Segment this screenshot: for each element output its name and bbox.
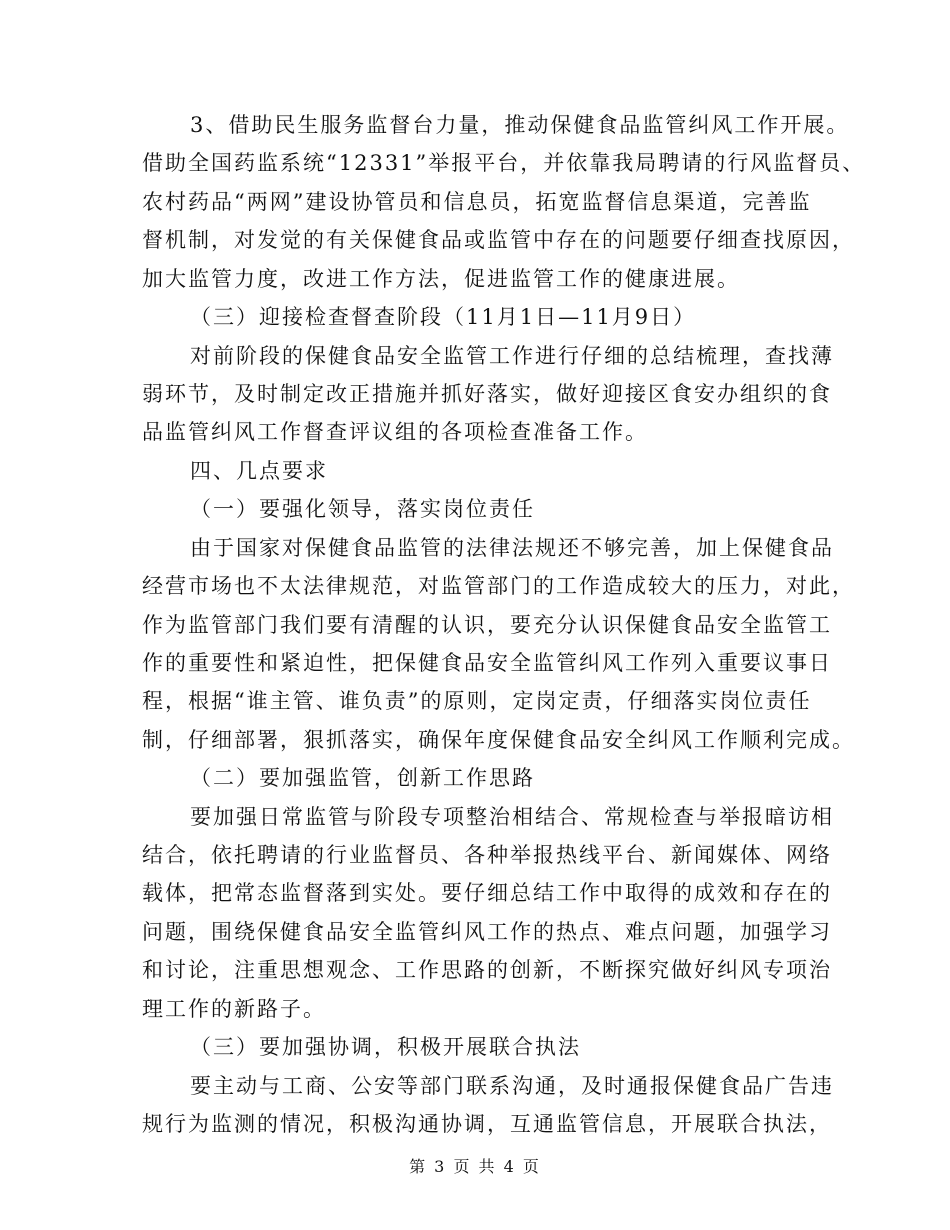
section-heading: （三）迎接检查督查阶段（11月1日—11月9日） <box>190 305 697 329</box>
paragraph-line: 经营市场也不太法律规范，对监管部门的工作造成较大的压力，对此， <box>142 574 855 598</box>
paragraph-line: 要加强日常监管与阶段专项整治相结合、常规检查与举报暗访相 <box>190 805 834 829</box>
section-heading: 四、几点要求 <box>190 459 328 483</box>
paragraph-line: 制，仔细部署，狠抓落实，确保年度保健食品安全纠风工作顺利完成。 <box>142 728 855 752</box>
paragraph-line: 作为监管部门我们要有清醒的认识，要充分认识保健食品安全监管工 <box>142 613 832 637</box>
page-footer: 第 3 页 共 4 页 <box>409 1157 541 1176</box>
paragraph-line: 问题，围绕保健食品安全监管纠风工作的热点、难点问题，加强学习 <box>142 920 832 944</box>
paragraph-line: 农村药品“两网”建设协管员和信息员，拓宽监督信息渠道，完善监 <box>142 190 812 214</box>
paragraph-line: 载体，把常态监督落到实处。要仔细总结工作中取得的成效和存在的 <box>142 881 832 905</box>
paragraph-line: 借助全国药监系统“12331”举报平台，并依靠我局聘请的行风监督员、 <box>142 151 866 175</box>
paragraph-line: 品监管纠风工作督查评议组的各项检查准备工作。 <box>142 420 648 444</box>
paragraph-line: 由于国家对保健食品监管的法律法规还不够完善，加上保健食品 <box>190 536 834 560</box>
paragraph-line: 理工作的新路子。 <box>142 997 326 1021</box>
paragraph-line: 3、借助民生服务监督台力量，推动保健食品监管纠风工作开展。 <box>190 113 850 137</box>
paragraph-line: 作的重要性和紧迫性，把保健食品安全监管纠风工作列入重要议事日 <box>142 651 832 675</box>
paragraph-line: 要主动与工商、公安等部门联系沟通，及时通报保健食品广告违 <box>190 1074 834 1098</box>
paragraph-line: 程，根据“谁主管、谁负责”的原则，定岗定责，仔细落实岗位责任 <box>142 689 812 713</box>
paragraph-line: 和讨论，注重思想观念、工作思路的创新，不断探究做好纠风专项治 <box>142 958 832 982</box>
section-heading: （三）要加强协调，积极开展联合执法 <box>190 1035 581 1059</box>
paragraph-line: 规行为监测的情况，积极沟通协调，互通监管信息，开展联合执法， <box>142 1112 832 1136</box>
paragraph-line: 弱环节，及时制定改正措施并抓好落实，做好迎接区食安办组织的食 <box>142 382 832 406</box>
paragraph-line: 结合，依托聘请的行业监督员、各种举报热线平台、新闻媒体、网络 <box>142 843 832 867</box>
paragraph-line: 督机制，对发觉的有关保健食品或监管中存在的问题要仔细查找原因， <box>142 228 855 252</box>
paragraph-line: 加大监管力度，改进工作方法，促进监管工作的健康进展。 <box>142 267 740 291</box>
section-heading: （二）要加强监管，创新工作思路 <box>190 766 535 790</box>
paragraph-line: 对前阶段的保健食品安全监管工作进行仔细的总结梳理，查找薄 <box>190 344 834 368</box>
section-heading: （一）要强化领导，落实岗位责任 <box>190 497 535 521</box>
